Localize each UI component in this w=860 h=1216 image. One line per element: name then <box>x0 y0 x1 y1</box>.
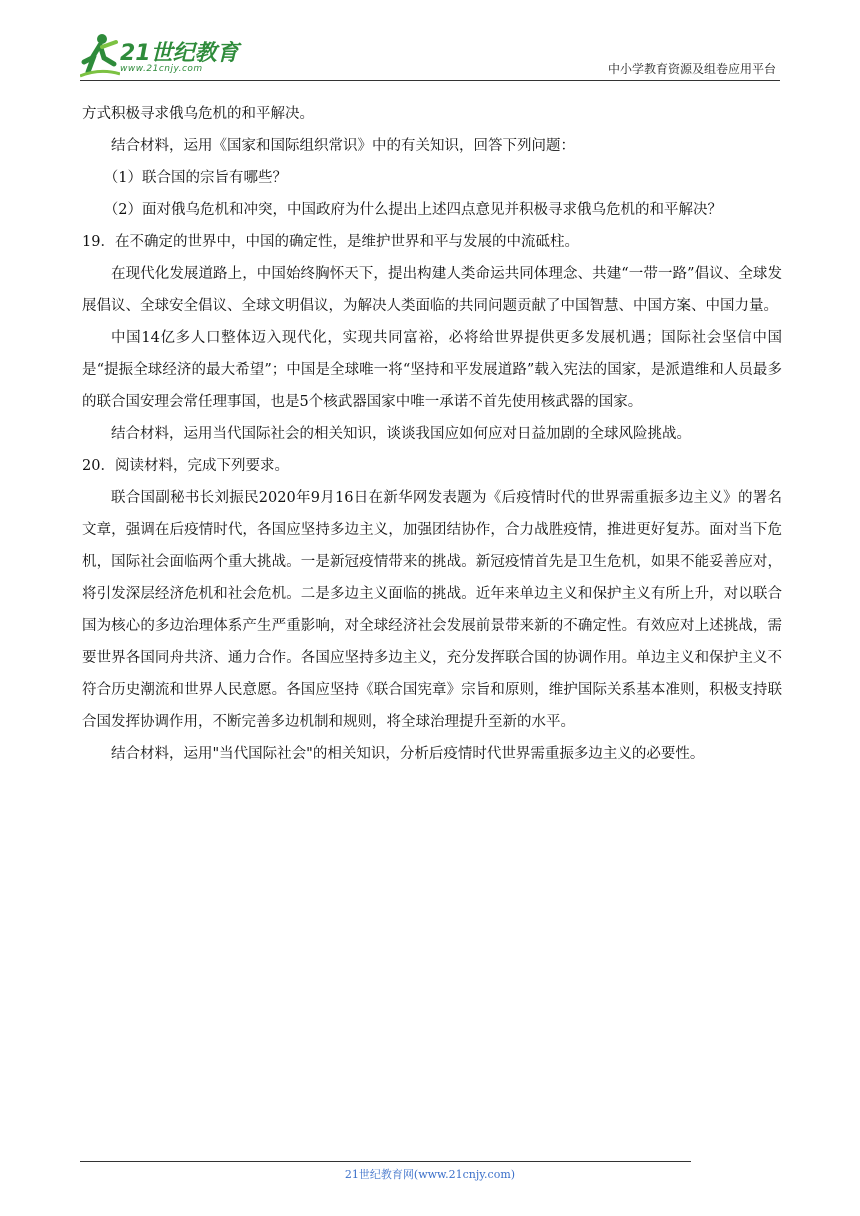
site-logo <box>80 30 255 78</box>
paragraph: 结合材料，运用"当代国际社会"的相关知识，分析后疫情时代世界需重振多边主义的必要性。 <box>111 746 705 762</box>
paragraph: 在现代化发展道路上，中国始终胸怀天下，提出构建人类命运共同体理念、共建“一带一路”倡议、全球发展倡议、全球安全倡议、全球文明倡议，为解决人类面临的共同问题贡献了中国智慧、中国方案、中国力量。 <box>82 266 782 314</box>
footer-text: 21世纪教育网(www.21cnjy.com) <box>344 1168 516 1181</box>
paragraph: 结合材料，运用当代国际社会的相关知识，谈谈我国应如何应对日益加剧的全球风险挑战。 <box>111 426 691 442</box>
paragraph: 中国14亿多人口整体迈入现代化，实现共同富裕，必将给世界提供更多发展机遇；国际社会坚信中国是“提振全球经济的最大希望”；中国是全球唯一将“坚持和平发展道路”载入宪法的国家，是派遣维和人员最多的联合国安理会常任理事国，也是5个核武器国家中唯一承诺不首先使用核武器的国家。 <box>82 330 782 410</box>
question-item: （1）联合国的宗旨有哪些？ <box>103 170 287 186</box>
question-heading: 19．在不确定的世界中，中国的确定性，是维护世界和平与发展的中流砥柱。 <box>82 234 579 250</box>
question-heading: 20．阅读材料，完成下列要求。 <box>82 458 289 474</box>
paragraph: 结合材料，运用《国家和国际组织常识》中的有关知识，回答下列问题： <box>111 138 575 154</box>
document-body <box>82 98 782 770</box>
platform-name: 中小学教育资源及组卷应用平台 <box>607 62 776 76</box>
paragraph: 方式积极寻求俄乌危机的和平解决。 <box>82 106 314 122</box>
page-header <box>80 30 780 80</box>
runner-logo-icon <box>80 32 120 78</box>
question-item: （2）面对俄乌危机和冲突，中国政府为什么提出上述四点意见并积极寻求俄乌危机的和平解决？ <box>103 202 722 218</box>
header-divider <box>80 80 780 81</box>
logo-url: www.21cnjy.com <box>120 64 203 74</box>
paragraph: 联合国副秘书长刘振民2020年9月16日在新华网发表题为《后疫情时代的世界需重振多边主义》的署名文章，强调在后疫情时代，各国应坚持多边主义，加强团结协作，合力战胜疫情，推进更好复苏。面对当下危机，国际社会面临两个重大挑战。一是新冠疫情带来的挑战。新冠疫情首先是卫生危机，如果不能妥善应对，将引发深层经济危机和社会危机。二是多边主义面临的挑战。近年来单边主义和保护主义有所上升，对以联合国为核心的多边治理体系产生严重影响，对全球经济社会发展前景带来新的不确定性。有效应对上述挑战，需要世界各国同舟共济、通力合作。各国应坚持多边主义，充分发挥联合国的协调作用。单边主义和保护主义不符合历史潮流和世界人民意愿。各国应坚持《联合国宪章》宗旨和原则，维护国际关系基本准则，积极支持联合国发挥协调作用，不断完善多边机制和规则，将全球治理提升至新的水平。 <box>82 490 782 730</box>
footer-divider <box>80 1161 691 1162</box>
logo-text: 21世纪教育 <box>120 41 239 66</box>
